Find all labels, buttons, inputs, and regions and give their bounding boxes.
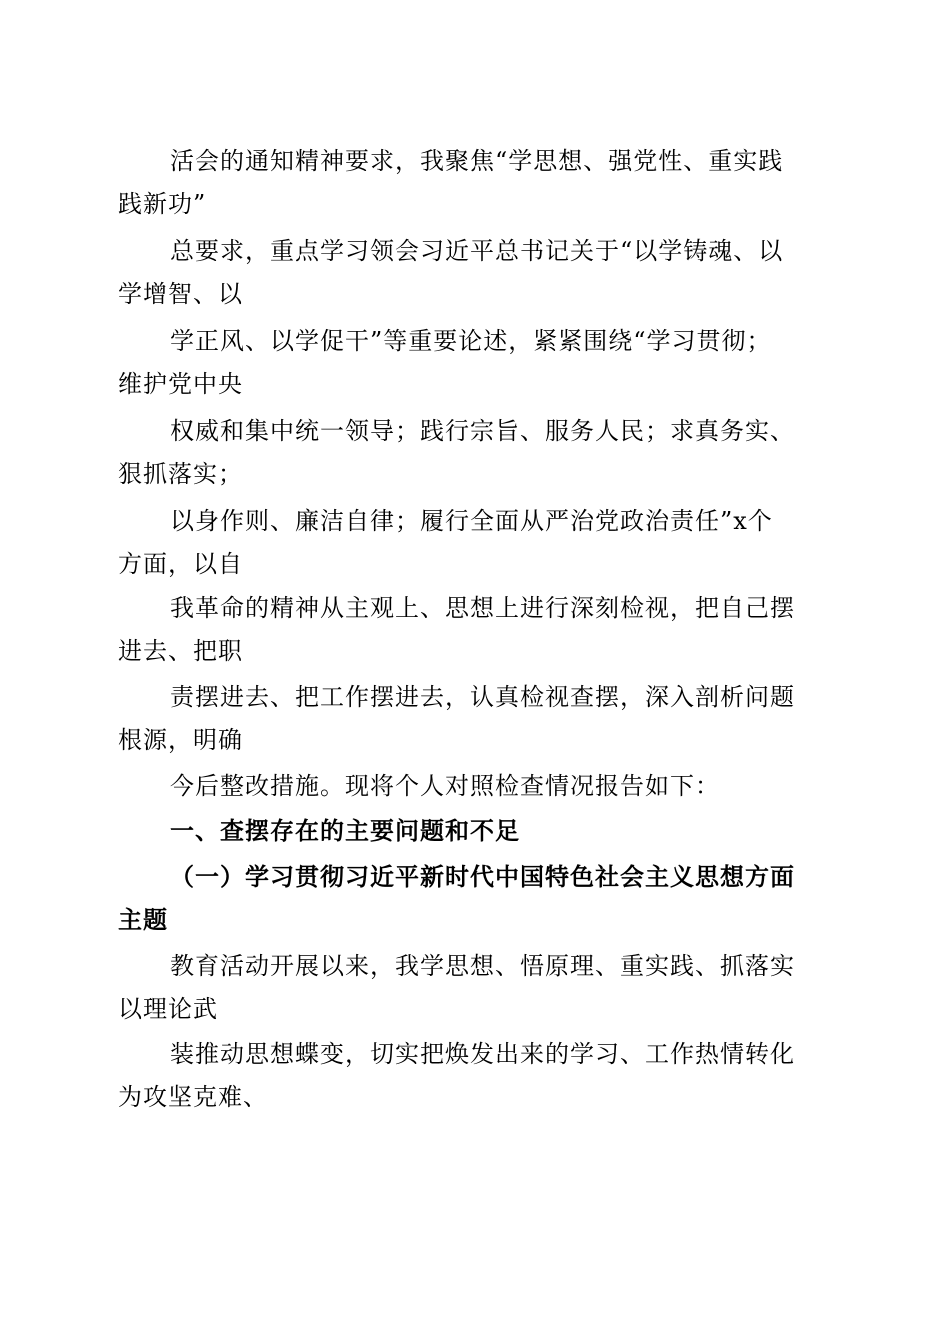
paragraph-6: [118, 587, 834, 673]
paragraph-4: [118, 410, 834, 496]
paragraph-8-line-1: 教育活动开展以来，我学思想、悟原理、重实践、抓落实: [170, 952, 795, 980]
paragraph-9-line-1: 装推动思想蝶变，切实把焕发出来的学习、工作热情转化: [170, 1040, 795, 1068]
paragraph-1-line-1: 活会的通知精神要求，我聚焦“学思想、强党性、重实践: [170, 147, 784, 175]
paragraph-5-line-2: 方面，以自: [118, 550, 243, 578]
subsection-heading: [118, 855, 834, 941]
paragraph-9-line-2: 为攻坚克难、: [118, 1083, 268, 1111]
paragraph-3-line-2: 维护党中央: [118, 370, 243, 398]
paragraph-7-line-2: 根源，明确: [118, 726, 243, 754]
paragraph-7-line-1: 责摆进去、把工作摆进去，认真检视查摆，深入剖析问题: [170, 683, 795, 711]
section-heading: 一、查摆存在的主要问题和不足: [170, 817, 520, 845]
paragraph-9: [118, 1033, 834, 1119]
paragraph-5-line-1: 以身作则、廉洁自律；履行全面从严治党政治责任”x个: [170, 507, 773, 535]
paragraph-1: [118, 140, 834, 226]
paragraph-3-line-1: 学正风、以学促干”等重要论述，紧紧围绕“学习贯彻；: [170, 327, 772, 355]
paragraph-2-line-1: 总要求，重点学习领会习近平总书记关于“以学铸魂、以: [170, 237, 784, 265]
paragraph-4-line-2: 狠抓落实；: [118, 460, 243, 488]
paragraph-6-line-2: 进去、把职: [118, 637, 243, 665]
subsection-heading-line-1: （一）学习贯彻习近平新时代中国特色社会主义思想方面: [170, 862, 795, 891]
paragraph-2-line-2: 学增智、以: [118, 280, 243, 308]
paragraph-6-line-1: 我革命的精神从主观上、思想上进行深刻检视，把自己摆: [170, 594, 795, 622]
paragraph-8-line-2: 以理论武: [118, 995, 218, 1023]
paragraph-4-line-1: 权威和集中统一领导；践行宗旨、服务人民；求真务实、: [170, 417, 795, 445]
paragraph-3: [118, 320, 834, 406]
paragraph-5: [118, 500, 834, 586]
closing-line: 今后整改措施。现将个人对照检查情况报告如下：: [170, 772, 720, 800]
subsection-heading-line-2: 主题: [118, 905, 168, 934]
paragraph-2: [118, 230, 834, 316]
paragraph-1-line-2: 践新功”: [118, 190, 207, 218]
paragraph-7: [118, 676, 834, 762]
paragraph-8: [118, 945, 834, 1031]
